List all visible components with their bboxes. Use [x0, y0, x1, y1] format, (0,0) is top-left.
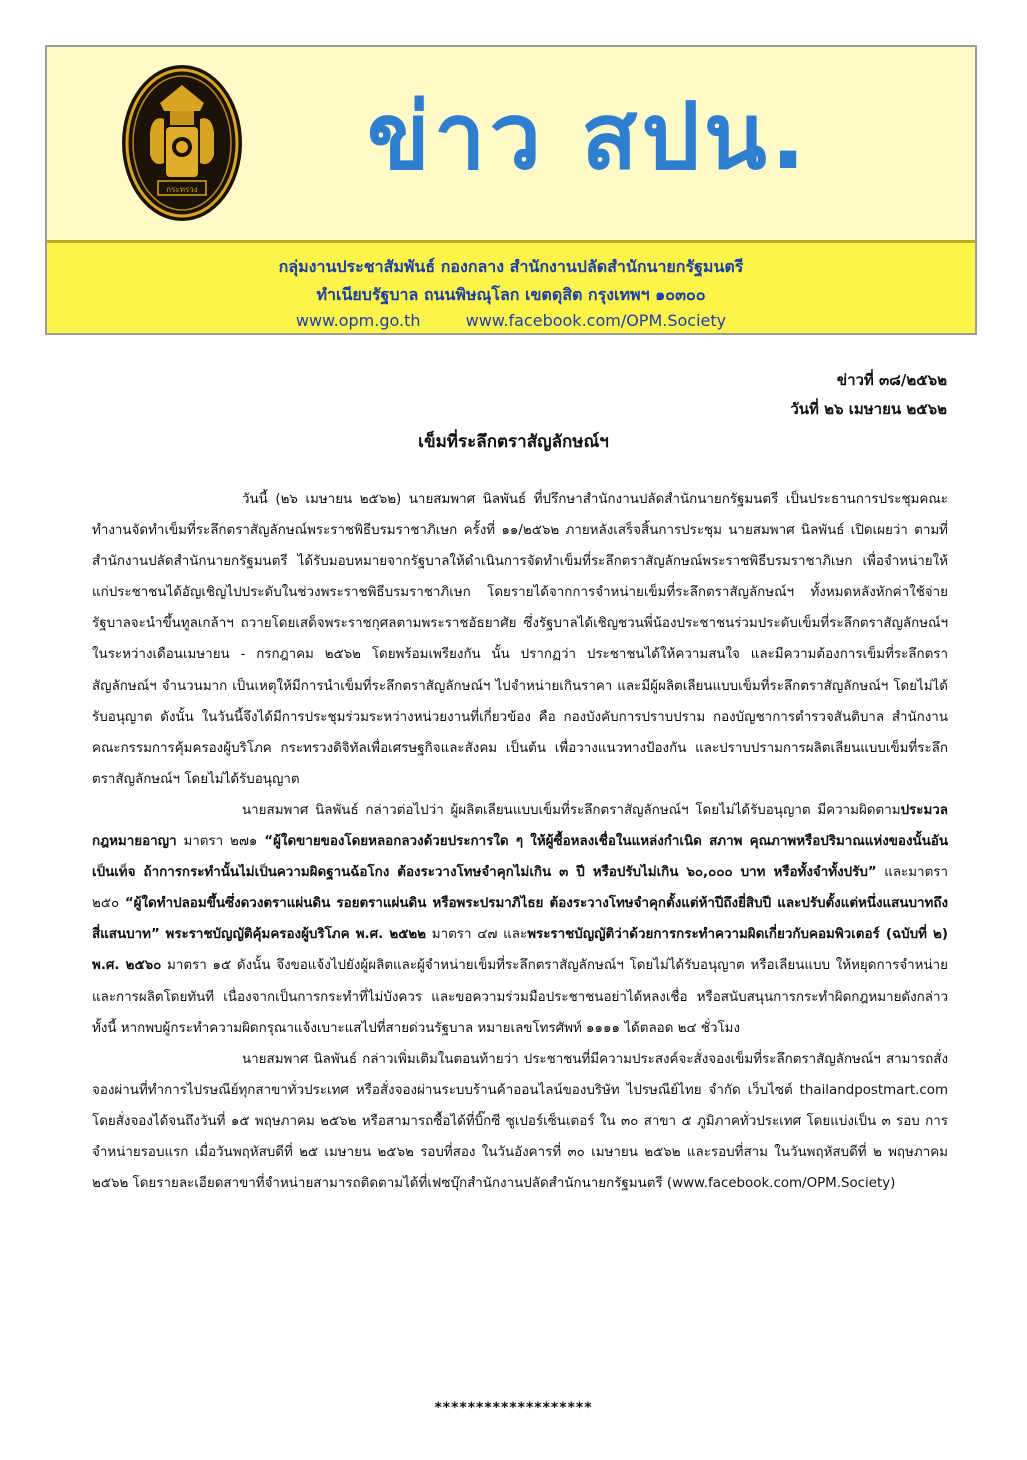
news-meta [790, 366, 947, 424]
org-name: กลุ่มงานประชาสัมพันธ์ กองกลาง สำนักงานปลัดสำนักนายกรัฐมนตรี [278, 257, 744, 276]
consumer-act-ref: พระราชบัญญัติคุ้มครองผู้บริโภค พ.ศ. ๒๕๒๒ [165, 927, 426, 943]
section-250-quote: “ผู้ใดทำปลอมขึ้นซึ่งดวงตราแผ่นดิน รอยตราแผ่นดิน หรือพระปรมาภิไธย ต้องระวางโทษจำคุกตั้งแต่ห้าปีถึงยี่สิบปี และปรับตั้งแต่หนึ่งแสนบาทถึงสี่แสนบาท” [92, 896, 948, 943]
paragraph-2 [92, 795, 948, 1044]
para2-text-i: มาตรา ๔๗ และ [426, 927, 528, 943]
header-banner [45, 45, 977, 335]
para2-text-k: มาตรา ๑๕ ดังนั้น จึงขอแจ้งไปยังผู้ผลิตและผู้จำหน่ายเข็มที่ระลึกตราสัญลักษณ์ฯ โดยไม่ได้รับอนุญาต หรือเลียนแบบ ให้หยุดการจำหน่าย และการผลิตโดยทันที เนื่องจากเป็นการกระทำที่ไม่บังควร และขอความร่วมมือประชาชนอย่าได้หลงเชื่อ หรือสนับสนุนการกระทำผิดกฎหมายดังกล่าว ทั้งนี้ หากพบผู้กระทำความผิดกรุณาแจ้งเบาะแสไปที่สายด่วนรัฐบาล หมายเลขโทรศัพท์ ๑๑๑๑ ได้ตลอด ๒๔ ชั่วโมง [92, 958, 948, 1036]
facebook-link[interactable]: www.facebook.com/OPM.Society [465, 311, 727, 330]
org-address: ทำเนียบรัฐบาล ถนนพิษณุโลก เขตดุสิต กรุงเทพฯ ๑๐๓๐๐ [316, 285, 706, 304]
document-body [92, 484, 948, 1199]
para2-text-e: และมาตรา ๒๕๐ [92, 865, 948, 912]
document-title: เข็มที่ระลึกตราสัญลักษณ์ฯ [418, 432, 609, 452]
computer-act-ref: พระราชบัญญัติว่าด้วยการกระทำความผิดเกี่ยวกับคอมพิวเตอร์ (ฉบับที่ ๒) พ.ศ. ๒๕๖๐ [92, 927, 948, 974]
org-links [47, 311, 975, 330]
criminal-code-ref: ประมวลกฎหมายอาญา [92, 802, 948, 850]
page-title: ข่าว สปน. [367, 83, 810, 190]
end-marker: ******************* [434, 1400, 593, 1416]
news-date: วันที่ ๒๖ เมษายน ๒๕๖๒ [790, 400, 947, 418]
government-seal-icon [120, 63, 244, 223]
website-link[interactable]: www.opm.go.th [295, 311, 421, 330]
section-271-quote: “ผู้ใดขายของโดยหลอกลวงด้วยประการใด ๆ ให้ผู้ซื้อหลงเชื่อในแหล่งกำเนิด สภาพ คุณภาพหรือปริมาณแห่งของนั้นอันเป็นเท็จ ถ้าการกระทำนั้นไม่เป็นความผิดฐานฉ้อโกง ต้องระวางโทษจำคุกไม่เกิน ๓ ปี หรือปรับไม่เกิน ๖๐,๐๐๐ บาท หรือทั้งจำทั้งปรับ” [92, 834, 948, 881]
para2-text-c: มาตรา ๒๗๑ [176, 834, 265, 850]
para2-text-a: นายสมพาศ นิลพันธ์ กล่าวต่อไปว่า ผู้ผลิตเลียนแบบเข็มที่ระลึกตราสัญลักษณ์ฯ โดยไม่ได้รับอนุญาต มีความผิดตาม [242, 802, 901, 818]
news-number: ข่าวที่ ๓๘/๒๕๖๒ [836, 371, 947, 389]
paragraph-3: นายสมพาศ นิลพันธ์ กล่าวเพิ่มเติมในตอนท้ายว่า ประชาชนที่มีความประสงค์จะสั่งจองเข็มที่ระลึกตราสัญลักษณ์ฯ สามารถสั่งจองผ่านที่ทำการไปรษณีย์ทุกสาขาทั่วประเทศ หรือสั่งจองผ่านระบบร้านค้าออนไลน์ของบริษัท ไปรษณีย์ไทย จำกัด เว็บไซต์ thailandpostmart.com โดยสั่งจองได้จนถึงวันที่ ๑๕ พฤษภาคม ๒๕๖๒ หรือสามารถซื้อได้ที่บิ๊กซี ซูเปอร์เซ็นเตอร์ ใน ๓๐ สาขา ๕ ภูมิภาคทั่วประเทศ โดยแบ่งเป็น ๓ รอบ การจำหน่ายรอบแรก เมื่อวันพฤหัสบดีที่ ๒๕ เมษายน ๒๕๖๒ รอบที่สอง ในวันอังคารที่ ๓๐ เมษายน ๒๕๖๒ และรอบที่สาม ในวันพฤหัสบดีที่ ๒ พฤษภาคม ๒๕๖๒ โดยรายละเอียดสาขาที่จำหน่ายสามารถติดตามได้ที่เฟซบุ๊กสำนักงานปลัดสำนักนายกรัฐมนตรี (www.facebook.com/OPM.Society) [92, 1051, 948, 1192]
paragraph-1: วันนี้ (๒๖ เมษายน ๒๕๖๒) นายสมพาศ นิลพันธ์ ที่ปรึกษาสำนักงานปลัดสำนักนายกรัฐมนตรี เป็นประธานการประชุมคณะทำงานจัดทำเข็มที่ระลึกตราสัญลักษณ์พระราชพิธีบรมราชาภิเษก ครั้งที่ ๑๑/๒๕๖๒ ภายหลังเสร็จสิ้นการประชุม นายสมพาศ นิลพันธ์ เปิดเผยว่า ตามที่สำนักงานปลัดสำนักนายกรัฐมนตรี ได้รับมอบหมายจากรัฐบาลให้ดำเนินการจัดทำเข็มที่ระลึกตราสัญลักษณ์พระราชพิธีบรมราชาภิเษก เพื่อจำหน่ายให้แก่ประชาชนได้อัญเชิญไปประดับในช่วงพระราชพิธีบรมราชาภิเษก โดยรายได้จากการจำหน่ายเข็มที่ระลึกตราสัญลักษณ์ฯ ทั้งหมดหลังหักค่าใช้จ่าย รัฐบาลจะนำขึ้นทูลเกล้าฯ ถวายโดยเสด็จพระราชกุศลตามพระราชอัธยาศัย ซึ่งรัฐบาลได้เชิญชวนพี่น้องประชาชนร่วมประดับเข็มที่ระลึกตราสัญลักษณ์ฯ ในระหว่างเดือนเมษายน - กรกฎาคม ๒๕๖๒ โดยพร้อมเพรียงกัน นั้น ปรากฏว่า ประชาชนได้ให้ความสนใจ และมีความต้องการเข็มที่ระลึกตราสัญลักษณ์ฯ จำนวนมาก เป็นเหตุให้มีการนำเข็มที่ระลึกตราสัญลักษณ์ฯ ไปจำหน่ายเกินราคา และมีผู้ผลิตเลียนแบบเข็มที่ระลึกตราสัญลักษณ์ฯ โดยไม่ได้รับอนุญาต ดังนั้น ในวันนี้จึงได้มีการประชุมร่วมระหว่างหน่วยงานที่เกี่ยวข้อง คือ กองบังคับการปราบปราม กองบัญชาการตำรวจสันติบาล สำนักงานคณะกรรมการคุ้มครองผู้บริโภค กระทรวงดิจิทัลเพื่อเศรษฐกิจและสังคม เป็นต้น เพื่อวางแนวทางป้องกัน และปราบปรามการผลิตเลียนแบบเข็มที่ระลึกตราสัญลักษณ์ฯ โดยไม่ได้รับอนุญาต [92, 492, 948, 787]
seal-label: กระทรวง [166, 185, 198, 194]
